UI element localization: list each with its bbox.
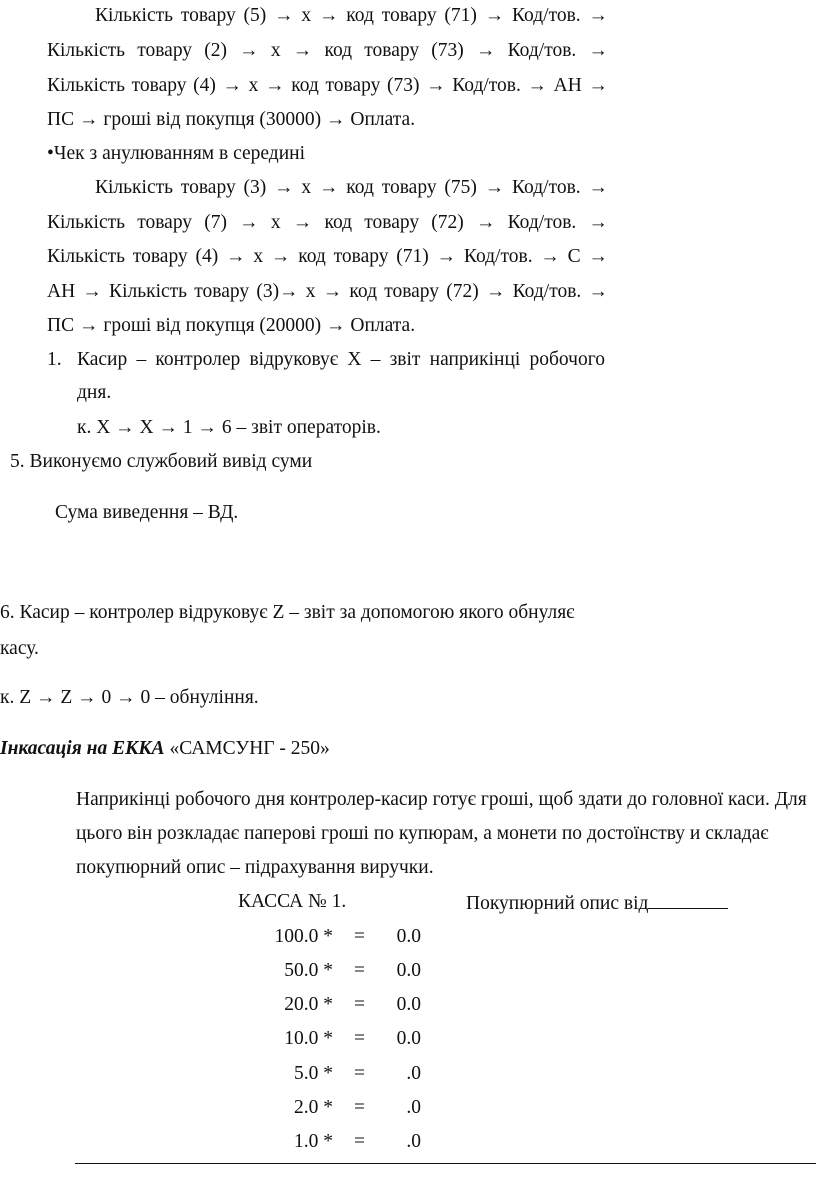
eq-cell: = [354,1063,365,1084]
para2-line4: АН → Кількість товару (3)→ х → код товару (72) → Код/тов. → [47,281,608,302]
denom-cell: 10.0 * [284,1028,333,1049]
value-cell: 0.0 [396,926,421,947]
item1-number: 1. [47,349,62,370]
denom-cell: 2.0 * [294,1097,333,1118]
value-cell: .0 [406,1131,421,1152]
denom-cell: 1.0 * [294,1131,333,1152]
value-cell: 0.0 [396,960,421,981]
para2-line3: Кількість товару (4) → х → код товару (71) → Код/тов. → С → [47,246,608,267]
eq-cell: = [354,960,365,981]
para2-line1: Кількість товару (3) → х → код товару (75) → Код/тов. → [95,177,608,198]
bullet-icon: • [47,143,54,164]
bottom-rule [75,1163,816,1164]
denom-cell: 50.0 * [284,960,333,981]
value-cell: .0 [406,1097,421,1118]
value-cell: .0 [406,1063,421,1084]
eq-cell: = [354,926,365,947]
denom-cell: 100.0 * [274,926,333,947]
step6-line2: касу. [0,638,39,659]
para2-line2: Кількість товару (7) → х → код товару (72) → Код/тов. → [47,212,608,233]
para1-line2: Кількість товару (2) → х → код товару (73) → Код/тов. → [47,40,608,61]
encash-title-bold: Інкасація на ЕККА [0,738,165,759]
para1-line4: ПС → гроші від покупця (30000) → Оплата. [47,109,416,130]
encash-title [0,737,330,761]
para1-line3: Кількість товару (4) → х → код товару (73) → Код/тов. → АН → [47,75,608,96]
encash-title-rest: «САМСУНГ - 250» [164,738,330,759]
step5-sub: Сума виведення – ВД. [55,502,239,523]
para1-line1: Кількість товару (5) → х → код товару (71) → Код/тов. → [95,5,608,26]
opis-label: Покупюрний опис від [466,890,728,916]
kassa-label: КАССА № 1. [238,891,347,912]
eq-cell: = [354,1131,365,1152]
eq-cell: = [354,994,365,1015]
step6-line1: 6. Касир – контролер відруковує Z – звіт за допомогою якого обнуляє [0,602,575,623]
encash-text-line1: Наприкінці робочого дня контролер-касир готує гроші, щоб здати до головної каси. Для [76,789,807,810]
item1-line3: к. Х → Х → 1 → 6 – звіт операторів. [77,417,381,438]
value-cell: 0.0 [396,994,421,1015]
step6-line3: к. Z → Z → 0 → 0 – обнуління. [0,687,259,708]
date-blank [648,890,728,909]
encash-text-line2: цього він розкладає паперові гроші по купюрам, а монети по достоїнству и складає [76,823,769,844]
eq-cell: = [354,1028,365,1049]
denom-cell: 5.0 * [294,1063,333,1084]
item1-line2: дня. [77,382,112,403]
item1-line1: Касир – контролер відруковує Х – звіт наприкінці робочого [77,349,605,370]
step5-heading: 5. Виконуємо службовий вивід суми [10,451,313,472]
encash-text-line3: покупюрний опис – підрахування виручки. [76,857,434,878]
para2-line5: ПС → гроші від покупця (20000) → Оплата. [47,315,416,336]
bullet-heading: •Чек з анулюванням в середині [47,143,306,164]
value-cell: 0.0 [396,1028,421,1049]
denom-cell: 20.0 * [284,994,333,1015]
eq-cell: = [354,1097,365,1118]
